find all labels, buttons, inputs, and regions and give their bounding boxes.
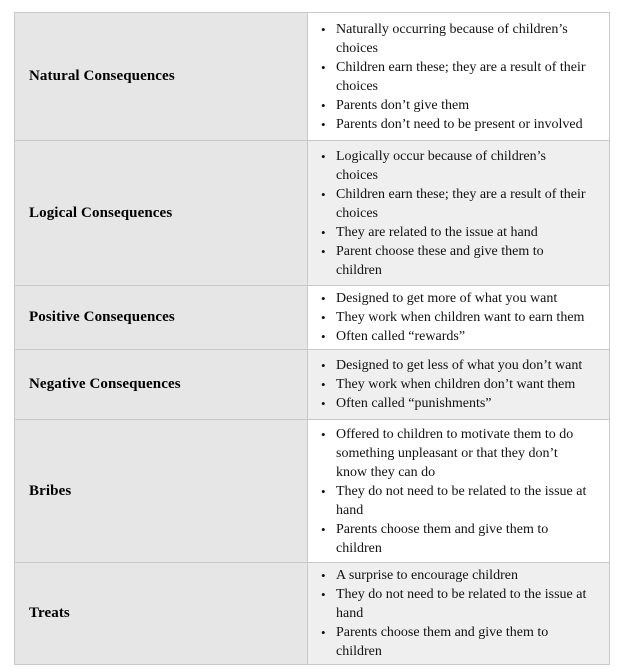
bullet-item: • Often called “rewards” bbox=[336, 327, 584, 346]
table-row bbox=[15, 140, 609, 285]
table-row bbox=[15, 562, 609, 664]
bullet-item: • They do not need to be related to the issue at hand bbox=[336, 585, 586, 623]
table-row bbox=[15, 349, 609, 419]
term-cell bbox=[15, 563, 308, 664]
term-cell bbox=[15, 350, 308, 419]
bullet-list bbox=[336, 289, 584, 346]
bullet-list bbox=[336, 20, 586, 134]
term-cell bbox=[15, 13, 308, 140]
bullet-item: • Parents choose them and give them to children bbox=[336, 520, 586, 558]
bullet-item: • Children earn these; they are a result of their choices bbox=[336, 58, 586, 96]
term-label: Positive Consequences bbox=[29, 309, 175, 325]
bullet-list bbox=[336, 566, 586, 661]
bullet-item: • They do not need to be related to the issue at hand bbox=[336, 482, 586, 520]
bullet-item: • Parents don’t give them bbox=[336, 96, 586, 115]
bullet-item: • Children earn these; they are a result of their choices bbox=[336, 185, 586, 223]
bullet-item: • They are related to the issue at hand bbox=[336, 223, 586, 242]
term-label: Negative Consequences bbox=[29, 376, 181, 392]
term-cell bbox=[15, 141, 308, 285]
description-cell bbox=[308, 286, 609, 349]
description-cell bbox=[308, 141, 609, 285]
bullet-item: • Parents choose them and give them to children bbox=[336, 623, 586, 661]
bullet-item: • A surprise to encourage children bbox=[336, 566, 586, 585]
consequences-table bbox=[14, 12, 610, 665]
bullet-item: • Logically occur because of children’s choices bbox=[336, 147, 586, 185]
description-cell bbox=[308, 563, 609, 664]
bullet-item: • Parent choose these and give them to children bbox=[336, 242, 586, 280]
term-label: Bribes bbox=[29, 482, 72, 499]
term-label: Treats bbox=[29, 605, 70, 621]
bullet-list bbox=[336, 147, 586, 280]
description-cell bbox=[308, 350, 609, 419]
bullet-item: • Offered to children to motivate them to do something unpleasant or that they don’t know they can do bbox=[336, 425, 586, 482]
term-label: Natural Consequences bbox=[29, 68, 175, 84]
description-cell bbox=[308, 13, 609, 140]
bullet-item: • They work when children want to earn them bbox=[336, 308, 584, 327]
term-cell bbox=[15, 286, 308, 349]
bullet-list bbox=[336, 425, 586, 558]
bullet-item: • Naturally occurring because of children’s choices bbox=[336, 20, 586, 58]
term-cell bbox=[15, 420, 308, 562]
bullet-list bbox=[336, 356, 582, 413]
bullet-item: • Designed to get more of what you want bbox=[336, 289, 584, 308]
table-row bbox=[15, 419, 609, 562]
table-row bbox=[15, 285, 609, 349]
bullet-item: • Parents don’t need to be present or involved bbox=[336, 115, 586, 134]
table-row bbox=[15, 13, 609, 140]
bullet-item: • They work when children don’t want them bbox=[336, 375, 582, 394]
bullet-item: • Often called “punishments” bbox=[336, 394, 582, 413]
term-label: Logical Consequences bbox=[29, 204, 173, 221]
bullet-item: • Designed to get less of what you don’t want bbox=[336, 356, 582, 375]
description-cell bbox=[308, 420, 609, 562]
